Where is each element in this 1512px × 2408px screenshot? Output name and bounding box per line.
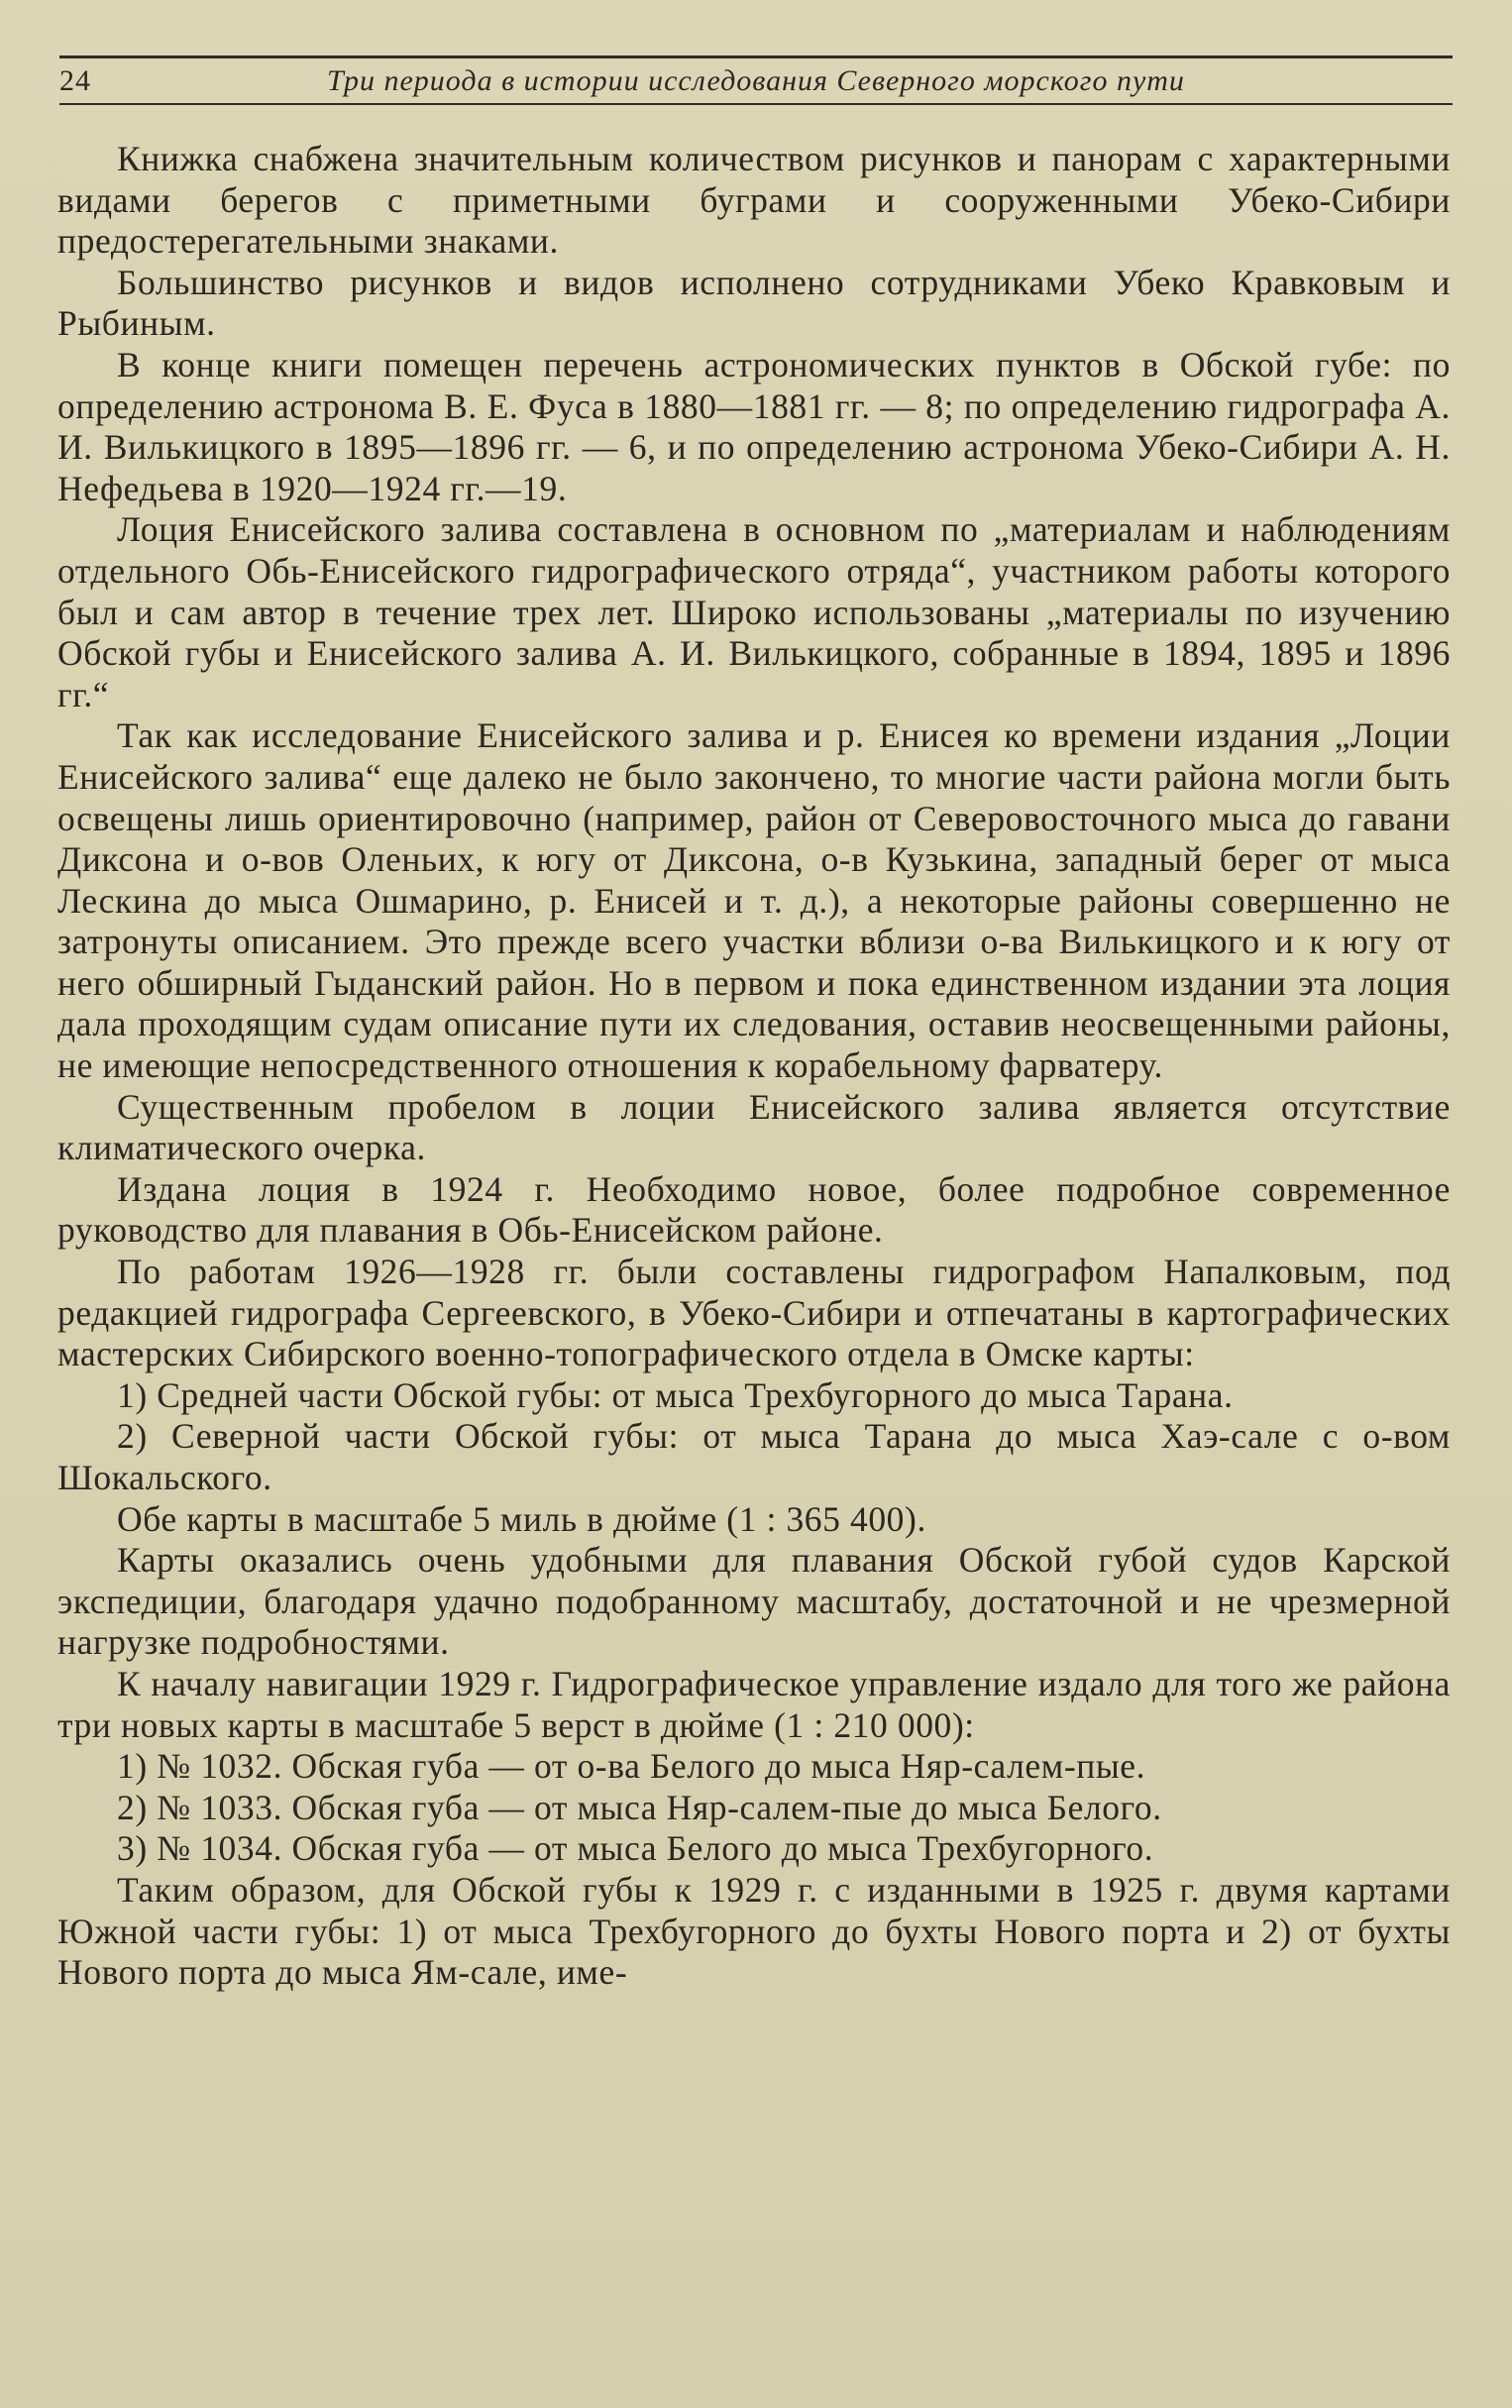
paragraph: Таким образом, для Обской губы к 1929 г. с изданными в 1925 г. двумя картами Южной части губы: 1) от мыса Трехбугорного до бухты Нового порта и 2) от бухты Нового порта до мыса Ям-сале, име- (57, 1869, 1451, 1993)
list-item: 1) № 1032. Обская губа — от о-ва Белого до мыса Няр-салем-пые. (117, 1746, 1146, 1787)
list-item: 3) № 1034. Обская губа — от мыса Белого до мыса Трехбугорного. (117, 1828, 1154, 1869)
paragraph: К началу навигации 1929 г. Гидрографическое управление издало для того же района три новых карты в масштабе 5 верст в дюйме (1 : 210 000): (57, 1663, 1451, 1745)
list-item: 2) № 1033. Обская губа — от мыса Няр-салем-пые до мыса Белого. (117, 1787, 1162, 1827)
paragraph: Карты оказались очень удобными для плавания Обской губой судов Карской экспедиции, благодаря удачно подобранному масштабу, достаточной и не чрезмерной нагрузке подробностями. (57, 1540, 1451, 1663)
paragraph: Существенным пробелом в лоции Енисейского залива является отсутствие климатического очерка. (57, 1086, 1451, 1168)
paragraph: В конце книги помещен перечень астрономических пунктов в Обской губе: по определению астронома В. Е. Фуса в 1880—1881 гг. — 8; по определению гидрографа А. И. Вилькицкого в 1895—1896 гг. — 6, и по определению астронома Убеко-Сибири А. Н. Нефедьева в 1920—1924 гг.—19. (57, 344, 1451, 508)
body-text (57, 139, 1451, 1994)
running-title: Три периода в истории исследования Северного морского пути (327, 64, 1185, 97)
list-item: 2) Северной части Обской губы: от мыса Тарана до мыса Хаэ-сале с о-вом Шокальского. (57, 1416, 1451, 1497)
paragraph: Издана лоция в 1924 г. Необходимо новое, более подробное современное руководство для плавания в Обь-Енисейском районе. (57, 1168, 1451, 1251)
list-item: 1) Средней части Обской губы: от мыса Трехбугорного до мыса Тарана. (117, 1374, 1234, 1415)
paragraph: Большинство рисунков и видов исполнено сотрудниками Убеко Кравковым и Рыбиным. (57, 262, 1451, 344)
paragraph: Лоция Енисейского залива составлена в основном по „материалам и наблюдениям отдельного Обь-Енисейского гидрографического отряда“, участником работы которого был и сам автор в течение трех лет. Широко использованы „материалы по изучению Обской губы и Енисейского залива А. И. Вилькицкого, собранные в 1894, 1895 и 1896 гг.“ (57, 509, 1451, 714)
paragraph: Так как исследование Енисейского залива и р. Енисея ко времени издания „Лоции Енисейского залива“ еще далеко не было закончено, то многие части района могли быть освещены лишь ориентировочно (например, район от Северовосточного мыса до гавани Диксона и о-вов Оленьих, к югу от Диксона, о-в Кузькина, западный берег от мыса Лескина до мыса Ошмарино, р. Енисей и т. д.), а некоторые районы совершенно не затронуты описанием. Это прежде всего участки вблизи о-ва Вилькицкого и к югу от него обширный Гыданский район. Но в первом и пока единственном издании эта лоция дала проходящим судам описание пути их следования, оставив неосвещенными районы, не имеющие непосредственного отношения к корабельному фарватеру. (57, 715, 1451, 1086)
header-top-rule (59, 55, 1453, 58)
page-number: 24 (59, 64, 91, 97)
running-header (59, 61, 1453, 101)
paragraph: Книжка снабжена значительным количеством рисунков и панорам с характерными видами берегов с приметными буграми и сооруженными Убеко-Сибири предостерегательными знаками. (57, 139, 1451, 262)
header-bottom-rule (59, 103, 1453, 105)
paragraph: Обе карты в масштабе 5 миль в дюйме (1 : 365 400). (117, 1498, 926, 1539)
paragraph: По работам 1926—1928 гг. были составлены гидрографом Напалковым, под редакцией гидрографа Сергеевского, в Убеко-Сибири и отпечатаны в картографических мастерских Сибирского военно-топографического отдела в Омске карты: (57, 1252, 1451, 1374)
